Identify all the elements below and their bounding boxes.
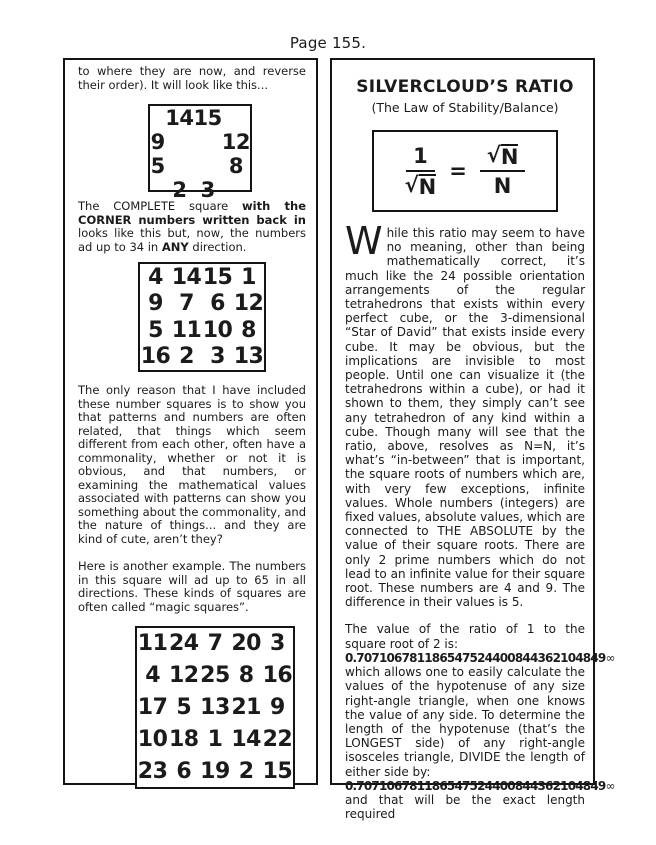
radicand: N bbox=[500, 144, 519, 169]
square-cell bbox=[222, 106, 250, 130]
another-example-paragraph: Here is another example. The numbers in this square will ad up to 65 in all directions. These kinds of squares are often called “magic squares”. bbox=[78, 559, 306, 614]
square-cell: 17 bbox=[137, 694, 168, 720]
square-cell: 21 bbox=[231, 694, 261, 720]
square-cell: 9 bbox=[269, 694, 285, 720]
square-cell: 6 bbox=[176, 758, 192, 784]
square-cell: 3 bbox=[269, 631, 285, 657]
square-cell bbox=[165, 130, 193, 154]
square-cell: 1 bbox=[241, 264, 256, 290]
closing-line: and that will be the exact length required bbox=[345, 792, 585, 822]
square-cell: 14 bbox=[165, 106, 194, 130]
square-cell bbox=[194, 154, 222, 178]
square-cell: 1 bbox=[207, 726, 223, 752]
fraction-left bbox=[405, 144, 437, 198]
square-cell: 12 bbox=[221, 130, 250, 154]
square-cell bbox=[194, 130, 222, 154]
ratio-explanation-paragraph bbox=[345, 219, 586, 610]
square-cell: 3 bbox=[210, 344, 225, 370]
square-cell: 13 bbox=[200, 694, 230, 720]
square-cell: 13 bbox=[233, 344, 264, 370]
square-cell: 16 bbox=[140, 344, 171, 370]
square-cell: 6 bbox=[210, 291, 225, 317]
fraction-left-numerator: 1 bbox=[406, 144, 435, 172]
square-cell: 5 bbox=[148, 317, 163, 343]
square-cell: 25 bbox=[200, 663, 230, 689]
square-cell bbox=[165, 154, 193, 178]
square-cell bbox=[150, 106, 165, 130]
square-cell: 4 bbox=[148, 264, 163, 290]
square-cell: 8 bbox=[241, 317, 256, 343]
corner-removed-square bbox=[148, 104, 252, 202]
fraction-right-denominator: N bbox=[493, 174, 512, 199]
square-cell: 19 bbox=[200, 758, 230, 784]
square-cell: 11 bbox=[171, 317, 202, 343]
square-cell: 2 bbox=[179, 344, 194, 370]
square-cell: 15 bbox=[202, 264, 233, 290]
square-cell: 10 bbox=[202, 317, 233, 343]
reason-paragraph: The only reason that I have included these number squares is to show you that patterns and numbers are often related, that things which seem different from each other, often have a commonality, whether or not it is obvious, and that numbers, or examining the mathematical values associated with patterns can show you something about the commonality, and the nature of things... and they are kind of cute, aren’t they? bbox=[78, 383, 306, 546]
square-cell: 14 bbox=[171, 264, 202, 290]
fraction-right-numerator bbox=[480, 144, 526, 172]
section-title: SILVERCLOUD’S RATIO bbox=[356, 77, 574, 97]
section-subtitle: (The Law of Stability/Balance) bbox=[371, 100, 559, 115]
square-cell: 23 bbox=[137, 758, 168, 784]
text-segment: with the CORNER numbers written back in bbox=[78, 199, 306, 227]
sqrt2-ratio-value-repeat bbox=[345, 778, 616, 793]
ratio-digits: 0.707106781186547524400844362104849 bbox=[345, 778, 606, 793]
square-cell: 16 bbox=[262, 663, 293, 689]
left-page-panel bbox=[63, 58, 318, 785]
square-cell: 8 bbox=[238, 663, 254, 689]
radical-sign: √ bbox=[486, 142, 501, 167]
drop-cap: W bbox=[345, 219, 383, 263]
square-cell: 10 bbox=[137, 726, 168, 752]
square-cell: 14 bbox=[231, 726, 261, 752]
square-cell: 7 bbox=[207, 631, 223, 657]
intro-paragraph: to where they are now, and reverse their order). It will look like this... bbox=[78, 64, 306, 92]
complete-square-paragraph bbox=[78, 200, 306, 254]
text-segment: direction. bbox=[188, 239, 247, 254]
radicand: N bbox=[418, 174, 437, 199]
square-cell: 5 bbox=[176, 694, 192, 720]
square-cell: 22 bbox=[262, 726, 293, 752]
magic-square-5x5 bbox=[135, 626, 295, 789]
square-cell: 12 bbox=[233, 291, 264, 317]
page-number-header: Page 155. bbox=[289, 34, 367, 52]
ratio-formula-box bbox=[372, 130, 558, 212]
text-segment: ANY bbox=[161, 239, 189, 254]
square-cell: 24 bbox=[168, 631, 199, 657]
square-cell: 8 bbox=[228, 154, 243, 178]
infinity-symbol: ∞ bbox=[605, 778, 616, 793]
square-cell: 9 bbox=[148, 291, 163, 317]
fraction-right bbox=[480, 144, 526, 198]
square-cell: 18 bbox=[168, 726, 199, 752]
sqrt2-ratio-value bbox=[345, 650, 616, 665]
square-cell: 4 bbox=[145, 663, 160, 689]
square-cell: 7 bbox=[179, 291, 194, 317]
ratio-value-intro: The value of the ratio of 1 to the square root of 2 is: bbox=[345, 622, 585, 651]
square-cell: 3 bbox=[200, 178, 215, 202]
square-cell: 9 bbox=[150, 130, 165, 154]
text-segment: The COMPLETE square bbox=[78, 199, 243, 213]
hypotenuse-paragraph: which allows one to easily calculate the values of the hypotenuse of any size right-angle triangle, when one knows the value of any side. To determine the length of the hypotenuse (that’s the LONGEST side) of any right-angle isosceles triangle, DIVIDE the length of either side by: bbox=[345, 665, 585, 779]
right-page-panel bbox=[330, 58, 616, 822]
complete-magic-square-4x4 bbox=[138, 262, 266, 372]
square-cell: 11 bbox=[137, 631, 168, 657]
text-segment: looks like this but, now, the numbers ad up to 34 in bbox=[78, 226, 306, 254]
ratio-explanation-text: hile this ratio may seem to have no meaning, other than being mathematically correct, it’s much like the 24 possible orientation arrangements of the regular tetrahedrons that exists within every perfect cube, or the 3-dimensional “Star of David” that exists inside every cube. It may be obvious, but the implications are invisible to most people. Until one can visualize it (the tetrahedrons within a cube), or had it shown to them, they simply can’t see any tetrahedron of any kind within a cube. Though many will see that the ratio, above, resolves as N=N, it’s what’s “in-between” that is important, the square roots of numbers which are, with very few exceptions, infinite values. Whole numbers (integers) are fixed values, absolute values, which are connected to THE ABSOLUTE by the value of their square roots. There are only 2 prime numbers which do not lead to an infinite value for their square root. These numbers are 4 and 9. The difference in their values is 5. bbox=[345, 226, 586, 610]
square-cell: 20 bbox=[231, 631, 261, 657]
ratio-digits: 0.707106781186547524400844362104849 bbox=[345, 650, 606, 665]
radical-sign: √ bbox=[404, 172, 419, 197]
square-cell: 2 bbox=[238, 758, 254, 784]
square-cell: 15 bbox=[193, 106, 222, 130]
equals-sign: = bbox=[449, 159, 467, 183]
square-cell: 2 bbox=[172, 178, 187, 202]
infinity-symbol: ∞ bbox=[605, 650, 616, 665]
square-cell: 5 bbox=[150, 154, 165, 178]
fraction-left-denominator bbox=[405, 172, 437, 198]
square-cell: 12 bbox=[168, 663, 199, 689]
square-cell: 15 bbox=[262, 758, 293, 784]
